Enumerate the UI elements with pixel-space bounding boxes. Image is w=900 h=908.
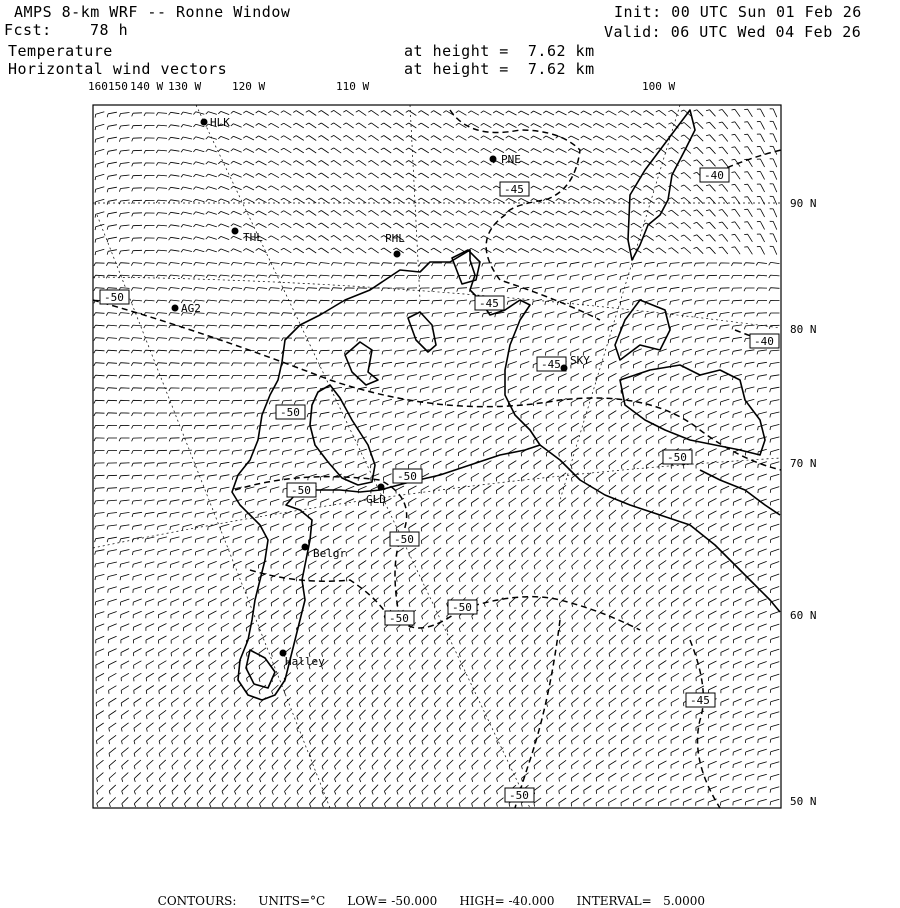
contour-label: -50: [509, 789, 529, 802]
latitude-label: 80 N: [790, 323, 817, 336]
longitude-label: 120 W: [232, 80, 266, 93]
contour-label: -50: [667, 451, 687, 464]
longitude-label: 140 W: [130, 80, 164, 93]
station-dot-PNE: [490, 156, 497, 163]
field-temperature: Temperature: [8, 42, 113, 60]
forecast-hours: 78 h: [90, 21, 129, 39]
station-label-THL: THL: [243, 231, 263, 244]
units-label: UNITS=°C: [258, 894, 326, 908]
latitude-label: 70 N: [790, 457, 817, 470]
station-label-Belgr: Belgr: [313, 547, 347, 560]
station-label-Halley: Halley: [285, 655, 325, 668]
contour-label: -50: [104, 291, 124, 304]
station-label-SKY: SKY: [570, 354, 590, 367]
longitude-label: 160: [88, 80, 108, 93]
contours-label: CONTOURS:: [157, 894, 237, 908]
station-label-GLD: GLD: [366, 493, 386, 506]
latitude-label: 50 N: [790, 795, 817, 808]
station-dot-THL: [232, 228, 239, 235]
station-dot-Belgr: [302, 544, 309, 551]
station-dot-SKY: [561, 365, 568, 372]
contour-label: -50: [280, 406, 300, 419]
longitude-label: 110 W: [336, 80, 370, 93]
station-label-PHL: PHL: [385, 232, 405, 245]
contour-label: -45: [479, 297, 499, 310]
latitude-label: 90 N: [790, 197, 817, 210]
station-dot-GLD: [378, 484, 385, 491]
valid-time: Valid: 06 UTC Wed 04 Feb 26: [604, 23, 862, 41]
contour-label: -50: [394, 533, 414, 546]
field-wind-vectors: Horizontal wind vectors: [8, 60, 228, 78]
forecast-label: Fcst:: [4, 21, 52, 39]
latitude-labels: [790, 197, 817, 808]
latitude-label: 60 N: [790, 609, 817, 622]
contour-label: -50: [389, 612, 409, 625]
contour-label: -40: [754, 335, 774, 348]
longitude-label: 150: [108, 80, 128, 93]
contour-label: -45: [504, 183, 524, 196]
contour-label: -50: [452, 601, 472, 614]
longitude-label: 130 W: [168, 80, 202, 93]
high-value: HIGH= -40.000: [459, 894, 555, 908]
longitude-labels: [88, 80, 675, 93]
map-title: AMPS 8-km WRF -- Ronne Window: [14, 3, 291, 21]
station-dot-PHL: [394, 251, 401, 258]
contour-label: -45: [541, 358, 561, 371]
interval-value: INTERVAL= 5.0000: [576, 894, 706, 908]
contour-label: -50: [397, 470, 417, 483]
contour-label: -40: [704, 169, 724, 182]
contour-label: -50: [291, 484, 311, 497]
low-value: LOW= -50.000: [347, 894, 438, 908]
station-label-AG2: AG2: [181, 302, 201, 315]
contour-label: -45: [690, 694, 710, 707]
longitude-label: 100 W: [642, 80, 676, 93]
station-dot-HLK: [201, 119, 208, 126]
station-label-HLK: HLK: [210, 116, 230, 129]
contour-info-footer: [150, 880, 727, 908]
height-temperature: at height = 7.62 km: [404, 42, 595, 60]
init-time: Init: 00 UTC Sun 01 Feb 26: [614, 3, 862, 21]
height-wind: at height = 7.62 km: [404, 60, 595, 78]
station-label-PNE: PNE: [501, 153, 521, 166]
station-dot-AG2: [172, 305, 179, 312]
